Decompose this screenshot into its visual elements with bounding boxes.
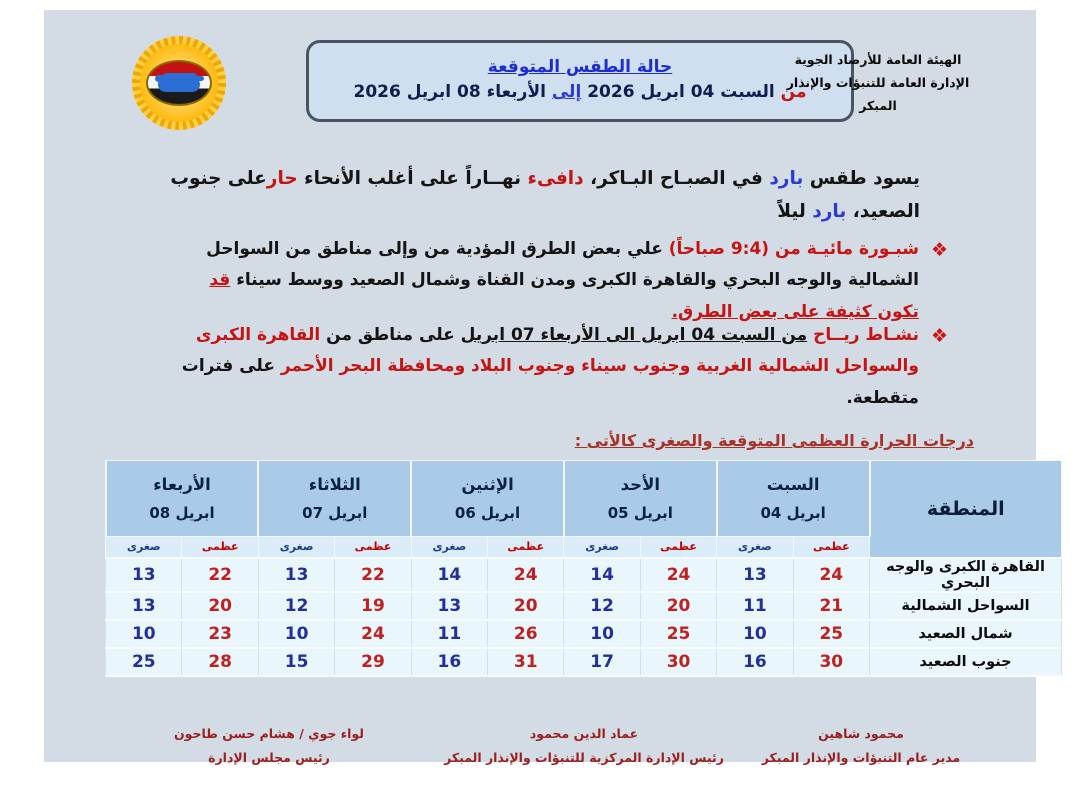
temp-min-cell: 16 bbox=[717, 648, 793, 676]
day-date: 07 ابريل bbox=[302, 504, 368, 522]
organization-name: الهيئة العامة للأرصاد الجوية bbox=[794, 52, 962, 67]
temp-min-cell: 13 bbox=[106, 558, 182, 592]
temp-min-cell: 13 bbox=[258, 558, 334, 592]
temp-max-cell: 22 bbox=[182, 558, 258, 592]
temperatures-table bbox=[105, 460, 1062, 677]
temp-max-cell: 26 bbox=[488, 620, 564, 648]
temperatures-table-wrapper bbox=[106, 460, 1062, 677]
temp-max-cell: 30 bbox=[640, 648, 716, 676]
day-date: 06 ابريل bbox=[454, 504, 521, 522]
temp-max-cell: 24 bbox=[335, 620, 411, 648]
organization-department: الإدارة العامة للتنبؤات والإنذار المبكر bbox=[786, 75, 970, 114]
cloud-icon bbox=[158, 77, 200, 92]
min-label: صغرى bbox=[258, 537, 334, 558]
temp-max-cell: 19 bbox=[335, 592, 411, 620]
temp-min-cell: 14 bbox=[411, 558, 487, 592]
temp-max-cell: 25 bbox=[640, 620, 716, 648]
signature-block-board-chairman bbox=[124, 722, 414, 770]
weather-summary: يسود طقس بارد في الصبـاح البـاكر، دافىء نهــاراً على أغلب الأنحاء حارعلى جنوب الصعيد، بارد ليلاً bbox=[170, 168, 920, 223]
temp-max-cell: 21 bbox=[793, 592, 869, 620]
signer-title: مدير عام التنبؤات والإنذار المبكر bbox=[761, 749, 961, 765]
temp-max-cell: 29 bbox=[335, 648, 411, 676]
wind-bullet-text: نشـاط ريــاح من السبت 04 ابريل الى الأربعاء 07 ابريل على مناطق من القاهرة الكبرى والسواحل الشمالية الغربية وجنوب سيناء وجنوب البلاد ومحافظة البحر الأحمر على فترات متقطعة. bbox=[181, 325, 919, 408]
region-cell: شمال الصعيد bbox=[870, 620, 1062, 648]
temp-min-cell: 17 bbox=[564, 648, 640, 676]
temp-max-cell: 23 bbox=[182, 620, 258, 648]
day-name: الأربعاء bbox=[153, 475, 211, 494]
temp-max-cell: 24 bbox=[488, 558, 564, 592]
day-name: الثلاثاء bbox=[308, 475, 361, 494]
temp-min-cell: 13 bbox=[106, 592, 182, 620]
max-label: عظمى bbox=[182, 537, 258, 558]
temp-min-cell: 10 bbox=[564, 620, 640, 648]
temp-min-cell: 10 bbox=[258, 620, 334, 648]
temp-max-cell: 25 bbox=[793, 620, 869, 648]
bulletin-panel bbox=[44, 10, 1045, 765]
day-header-row bbox=[106, 461, 1062, 537]
region-header-cell: المنطقة bbox=[870, 461, 1062, 558]
temp-min-cell: 14 bbox=[564, 558, 640, 592]
day-date: 05 ابريل bbox=[607, 504, 673, 522]
temp-max-cell: 20 bbox=[182, 592, 258, 620]
day-header-sunday bbox=[564, 461, 717, 537]
temp-min-cell: 16 bbox=[411, 648, 487, 676]
max-label: عظمى bbox=[640, 537, 716, 558]
temp-max-cell: 28 bbox=[182, 648, 258, 676]
min-label: صغرى bbox=[106, 537, 182, 558]
region-cell: القاهرة الكبرى والوجه البحري bbox=[870, 558, 1062, 592]
day-header-wednesday bbox=[106, 461, 259, 537]
temp-max-cell: 24 bbox=[793, 558, 869, 592]
table-row-cairo-delta bbox=[106, 558, 1062, 592]
max-label: عظمى bbox=[793, 537, 869, 558]
temperatures-heading: درجات الحرارة العظمى المتوقعة والصغرى كالأتى : bbox=[574, 431, 974, 450]
report-date-range: من السبت 04 ابريل 2026 إلى الأربعاء 08 ابريل 2026 bbox=[353, 82, 807, 103]
temp-max-cell: 24 bbox=[640, 558, 716, 592]
temp-min-cell: 10 bbox=[106, 620, 182, 648]
signer-name: محمود شاهين bbox=[818, 726, 904, 741]
meteorological-authority-logo bbox=[132, 36, 226, 130]
fog-bullet-text: شبـورة مائيـة من (9:4 صباحاً) علي بعض الطرق المؤدية من وإلى مناطق من السواحل الشمالية والوجه البحري والقاهرة الكبرى ومدن القناة وشمال الصعيد ووسط سيناء قد تكون كثيفة على بعض الطرق. bbox=[206, 239, 919, 322]
temp-min-cell: 11 bbox=[717, 592, 793, 620]
temp-min-cell: 15 bbox=[258, 648, 334, 676]
min-label: صغرى bbox=[564, 537, 640, 558]
table-row-south-upper-egypt bbox=[106, 648, 1062, 676]
signer-name: عماد الدين محمود bbox=[529, 726, 639, 741]
organization-block bbox=[772, 48, 984, 117]
table-row-north-upper-egypt bbox=[106, 620, 1062, 648]
region-cell: السواحل الشمالية bbox=[870, 592, 1062, 620]
day-header-saturday bbox=[717, 461, 870, 537]
day-date: 04 ابريل bbox=[760, 504, 826, 522]
min-label: صغرى bbox=[411, 537, 487, 558]
signer-name: لواء جوي / هشام حسن طاحون bbox=[173, 726, 365, 741]
temp-max-cell: 20 bbox=[640, 592, 716, 620]
day-date: 08 ابريل bbox=[149, 504, 215, 522]
diamond-bullet-icon: ❖ bbox=[930, 239, 948, 261]
day-name: الإثنين bbox=[461, 475, 514, 494]
day-header-tuesday bbox=[258, 461, 411, 537]
temp-min-cell: 25 bbox=[106, 648, 182, 676]
signer-title: رئيس الإدارة المركزية للتنبؤات والإنذار المبكر bbox=[444, 749, 724, 765]
signature-block-central-admin-head bbox=[429, 722, 739, 770]
fog-bullet bbox=[172, 234, 948, 328]
temp-max-cell: 30 bbox=[793, 648, 869, 676]
temp-min-cell: 12 bbox=[258, 592, 334, 620]
temp-min-cell: 10 bbox=[717, 620, 793, 648]
temp-min-cell: 13 bbox=[717, 558, 793, 592]
report-title: حالة الطقس المتوقعة bbox=[487, 57, 673, 78]
temp-min-cell: 12 bbox=[564, 592, 640, 620]
signature-block-forecast-director bbox=[711, 722, 1011, 770]
day-header-monday bbox=[411, 461, 564, 537]
wind-bullet bbox=[128, 320, 948, 414]
day-name: السبت bbox=[766, 475, 820, 494]
temp-max-cell: 22 bbox=[335, 558, 411, 592]
emblem-globe-icon bbox=[146, 60, 212, 106]
max-label: عظمى bbox=[335, 537, 411, 558]
signer-title: رئيس مجلس الإدارة bbox=[208, 749, 330, 765]
region-cell: جنوب الصعيد bbox=[870, 648, 1062, 676]
temp-min-cell: 13 bbox=[411, 592, 487, 620]
max-label: عظمى bbox=[488, 537, 564, 558]
temp-min-cell: 11 bbox=[411, 620, 487, 648]
diamond-bullet-icon: ❖ bbox=[930, 325, 948, 347]
temp-max-cell: 20 bbox=[488, 592, 564, 620]
min-label: صغرى bbox=[717, 537, 793, 558]
table-row-north-coasts bbox=[106, 592, 1062, 620]
temp-max-cell: 31 bbox=[488, 648, 564, 676]
day-name: الأحد bbox=[620, 475, 661, 494]
